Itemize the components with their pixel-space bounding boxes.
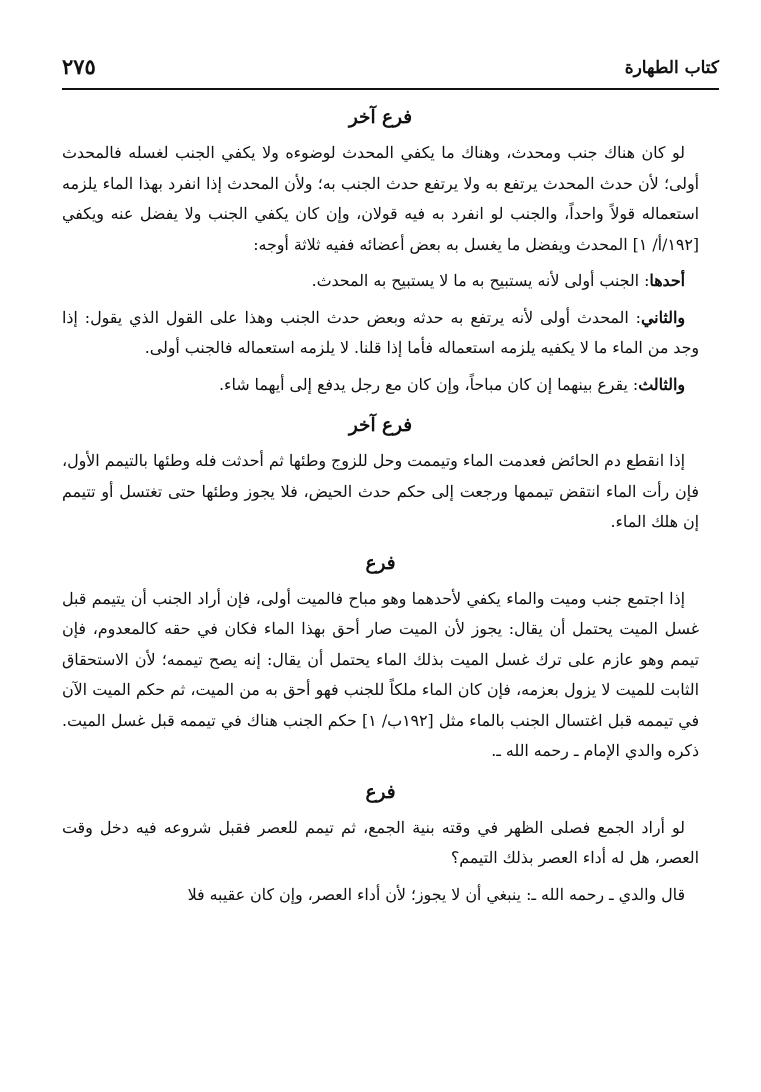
paragraph [62,266,699,297]
paragraph-text: : المحدث أولى لأنه يرتفع به حدثه وبعض حدث الجنب وهذا على القول الذي يقول: إذا وجد من الماء ما لا يكفيه يلزمه استعماله فأما إذا قلنا. لا يلزمه استعماله فالجنب أولى. [62,307,699,357]
page-number: ٢٧٥ [62,54,96,79]
paragraph-lead: والثالث [638,374,685,394]
paragraph-text: لو كان هناك جنب ومحدث، وهناك ما يكفي المحدث لوضوءه ولا يكفي الجنب لغسله فالمحدث أولى؛ لأن حدث المحدث يرتفع به ولا يرتفع حدث الجنب به؛ ولأن المحدث إذا انفرد بهذا الماء يلزمه استعماله قولاً واحداً، والجنب لو انفرد به فيه قولان، وإن كان يكفي الجنب ولا يفضل عنه ويكفي [١٩٢/أ/ ١] المحدث ويفضل ما يغسل به بعض أعضائه ففيه ثلاثة أوجه: [62,143,699,254]
paragraph-text: قال والدي ـ رحمه الله ـ: ينبغي أن لا يجوز؛ لأن أداء العصر، وإن كان عقيبه فلا [187,884,685,904]
section-title: فرع [365,552,396,574]
paragraph-text: : يقرع بينهما إن كان مباحاً، وإن كان مع رجل يدفع إلى أيهما شاء. [219,374,639,394]
section-title: فرع آخر [348,415,413,436]
paragraph [62,584,699,767]
paragraph [62,446,699,538]
running-header [62,52,719,90]
paragraph-text: : الجنب أولى لأنه يستبيح به ما لا يستبيح به المحدث. [311,271,650,290]
paragraph-lead: أحدها [649,271,685,290]
page-content [62,98,699,916]
paragraph-lead: والثاني [641,307,685,327]
paragraph [62,813,699,874]
paragraph [62,880,699,911]
paragraph [62,303,699,364]
paragraph-text: إذا اجتمع جنب وميت والماء يكفي لأحدهما وهو مباح فالميت أولى، فإن أراد الجنب أن يتيمم قبل غسل الميت يحتمل أن يقال: يجوز لأن الميت صار أحق بهذا الماء فكان في حقه كالمعدوم، فإن تيمم وهو عازم على ترك غسل الميت بذلك الماء يحتمل أن يقال: إنه يصح تيممه؛ لأن الاستحقاق الثابت للميت لا يزول بعزمه، فإن كان الماء ملكاً للجنب فهو أحق به من الميت، ثم حكم الميت الآن في تيممه قبل اغتسال الجنب بالماء مثل [١٩٢ب/ ١] حكم الجنب هناك في تيممه قبل غسل الميت. ذكره والدي الإمام ـ رحمه الله ـ. [62,588,700,760]
paragraph-text: إذا انقطع دم الحائض فعدمت الماء وتيممت وحل للزوج وطئها ثم أحدثت فله وطئها بالتيمم الأول، فإن رأت الماء انتقض تيممها ورجعت إلى حكم حدث الحيض، فلا يجوز وطئها حتى تغتسل أو تتيمم إن هلك الماء. [62,451,699,531]
paragraph [62,370,699,401]
section-title: فرع [365,781,396,803]
paragraph [62,138,699,260]
book-title: كتاب الطهارة [624,58,719,78]
paragraph-text: لو أراد الجمع فصلى الظهر في وقته بنية الجمع، ثم تيمم للعصر فقبل شروعه فيه دخل وقت العصر، هل له أداء العصر بذلك التيمم؟ [62,817,699,867]
section-title: فرع آخر [348,107,413,128]
